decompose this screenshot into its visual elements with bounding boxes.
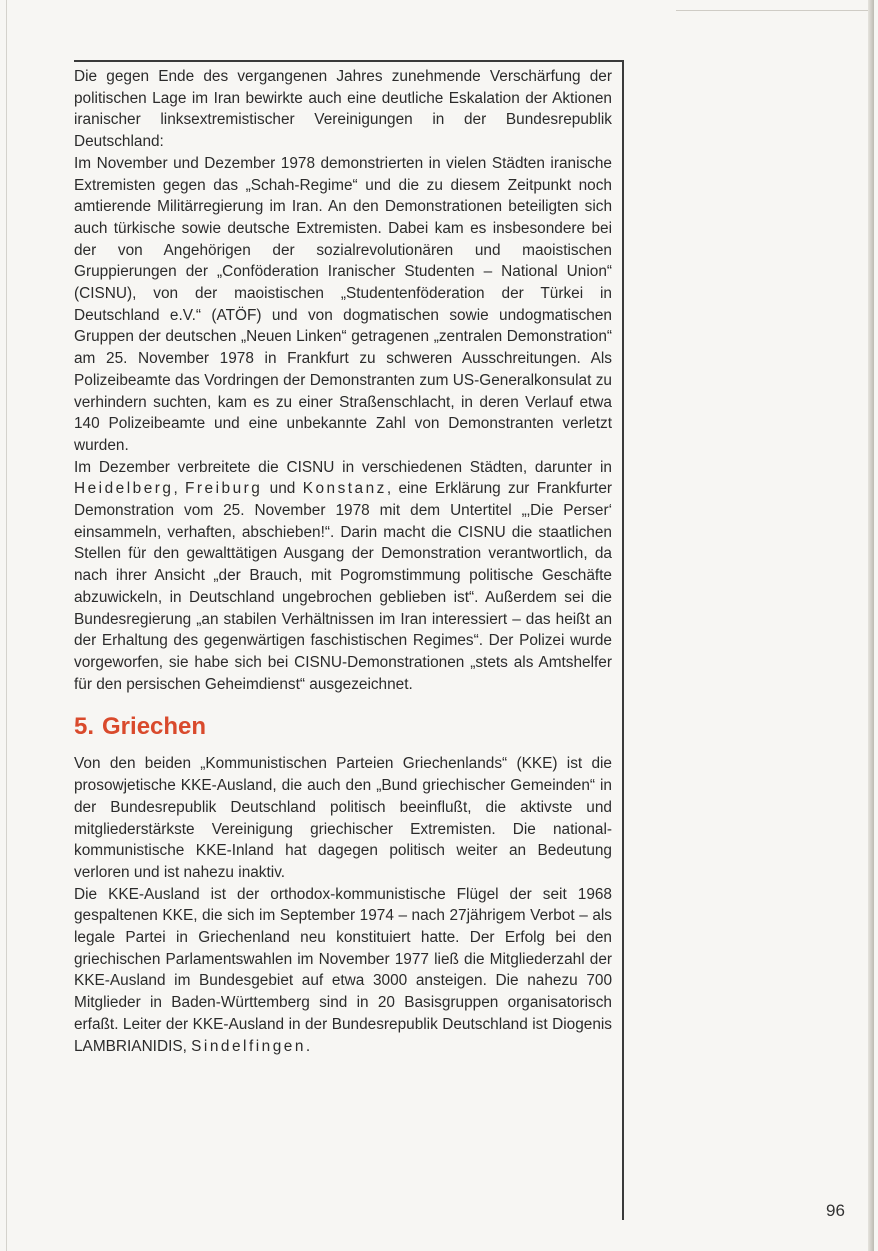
paragraph-kke-ausland xyxy=(74,884,612,1058)
frame-rule-right xyxy=(622,60,624,1220)
city-heidelberg: Heidelberg xyxy=(74,480,174,498)
city-sindelfingen: Sindelfingen xyxy=(191,1037,306,1055)
city-freiburg: Freiburg xyxy=(185,480,263,498)
conjunction-und: und xyxy=(269,480,296,498)
paragraph-kke-text: Die KKE-Ausland ist der orthodox-kommunistische Flügel der seit 1968 gespaltenen KKE, die sich im September 1974 – nach 27jährigem Verbot – als legale Partei in Griechenland neu konstituiert hatte. Der Erfolg bei den griechischen Parlamentswahlen im November 1977 ließ die Mitgliederzahl der KKE-Ausland im Bundesgebiet auf etwa 3000 ansteigen. Die nahezu 700 Mitglieder in Baden-Württemberg sind in 20 Basisgruppen organisatorisch erfaßt. Leiter der KKE-Ausland in der Bundesrepublik Deutschland ist Diogenis LAMBRIANIDIS, xyxy=(74,885,612,1055)
paragraph-cisnu-text-start: Im Dezember verbreitete die CISNU in verschiedenen Städten, darunter in xyxy=(74,458,612,476)
section-title: Griechen xyxy=(102,713,207,741)
scan-edge-right xyxy=(868,0,874,1251)
section-number: 5. xyxy=(74,713,95,741)
section-heading-griechen xyxy=(74,713,612,741)
paragraph-iran-intro: Die gegen Ende des vergangenen Jahres zunehmende Verschärfung der politischen Lage im Iran bewirkte auch eine deutliche Eskalation der Aktionen iranischer linksextremistischer Vereinigungen in der Bundesrepublik Deutschland: xyxy=(74,68,612,151)
page-number: 96 xyxy=(826,1201,845,1220)
city-konstanz: Konstanz xyxy=(302,480,387,498)
paragraph-cisnu-text-end: , eine Erklärung zur Frankfurter Demonstration vom 25. November 1978 mit dem Untertitel „‚Die Perser‘ einsammeln, verhaften, abschieben!“. Darin macht die CISNU die staatlichen Stellen für den gewalttätigen Ausgang der Demonstration verantwortlich, da nach ihrer Ansicht „der Brauch, mit Pogromstimmung politische Geschäfte abzuwickeln, in Deutschland ungebrochen geblieben ist“. Außerdem sei die Bundesregierung „an stabilen Verhältnissen im Iran interessiert – das heißt an der Erhaltung des gegenwärtigen faschistischen Regimes“. Der Polizei wurde vorgeworfen, sie habe sich bei CISNU-Demonstrationen „stets als Amtshelfer für den persischen Geheimdienst“ ausgezeichnet. xyxy=(74,480,613,693)
paragraph-cisnu-statement: Im Dezember verbreitete die CISNU in verschiedenen Städten, darunter in Heidelberg, Freiburg und Konstanz, eine Erklärung zur Frankfurter Demonstration vom 25. November 1978 mit dem Untertitel „‚Die Perser‘ einsammeln, verhaften, abschieben!“. Darin macht die CISNU die staatlichen Stellen für den gewalttätigen Ausgang der Demonstration verantwortlich, da nach ihrer Ansicht „der Brauch, mit Pogromstimmung politische Geschäfte abzuwickeln, in Deutschland ungebrochen geblieben ist“. Außerdem sei die Bundesregierung „an stabilen Verhältnissen im Iran interessiert – das heißt an der Erhaltung des gegenwärtigen faschistischen Regimes“. Der Polizei wurde vorgeworfen, sie habe sich bei CISNU-Demonstrationen „stets als Amtshelfer für den persischen Geheimdienst“ ausgezeichnet. xyxy=(74,458,613,693)
frame-rule-top xyxy=(74,60,623,62)
scan-edge-top xyxy=(676,10,868,11)
scan-edge-left xyxy=(6,0,7,1251)
paragraph-kke-intro: Von den beiden „Kommunistischen Parteien Griechenlands“ (KKE) ist die prosowjetische KKE-Ausland, die auch den „Bund griechischer Gemeinden“ in der Bundesrepublik Deutschland politisch beeinflußt, die aktivste und mitgliederstärkste Vereinigung griechischer Extremisten. Die national-kommunistische KKE-Inland hat dagegen politisch weiter an Bedeutung verloren und ist nahezu inaktiv. xyxy=(74,755,612,881)
final-period: . xyxy=(305,1037,311,1055)
page-body xyxy=(74,66,612,1057)
paragraph-iran-demonstrations: Im November und Dezember 1978 demonstrierten in vielen Städten iranische Extremisten gegen das „Schah-Regime“ und die zu diesem Zeitpunkt noch amtierende Militärregierung im Iran. An den Demonstrationen beteiligten sich auch türkische sowie deutsche Extremisten. Dabei kam es insbesondere bei der von Angehörigen der sozialrevolutionären und maoistischen Gruppierungen der „Conföderation Iranischer Studenten – National Union“ (CISNU), von der maoistischen „Studentenföderation der Türkei in Deutschland e.V.“ (ATÖF) und von dogmatischen sowie undogmatischen Gruppen der deutschen „Neuen Linken“ getragenen „zentralen Demonstration“ am 25. November 1978 in Frankfurt zu schweren Ausschreitungen. Als Polizeibeamte das Vordringen der Demonstranten zum US-Generalkonsulat zu verhindern suchten, kam es zu einer Straßenschlacht, in deren Verlauf etwa 140 Polizeibeamte und eine unbekannte Zahl von Demonstranten verletzt wurden. xyxy=(74,154,612,454)
